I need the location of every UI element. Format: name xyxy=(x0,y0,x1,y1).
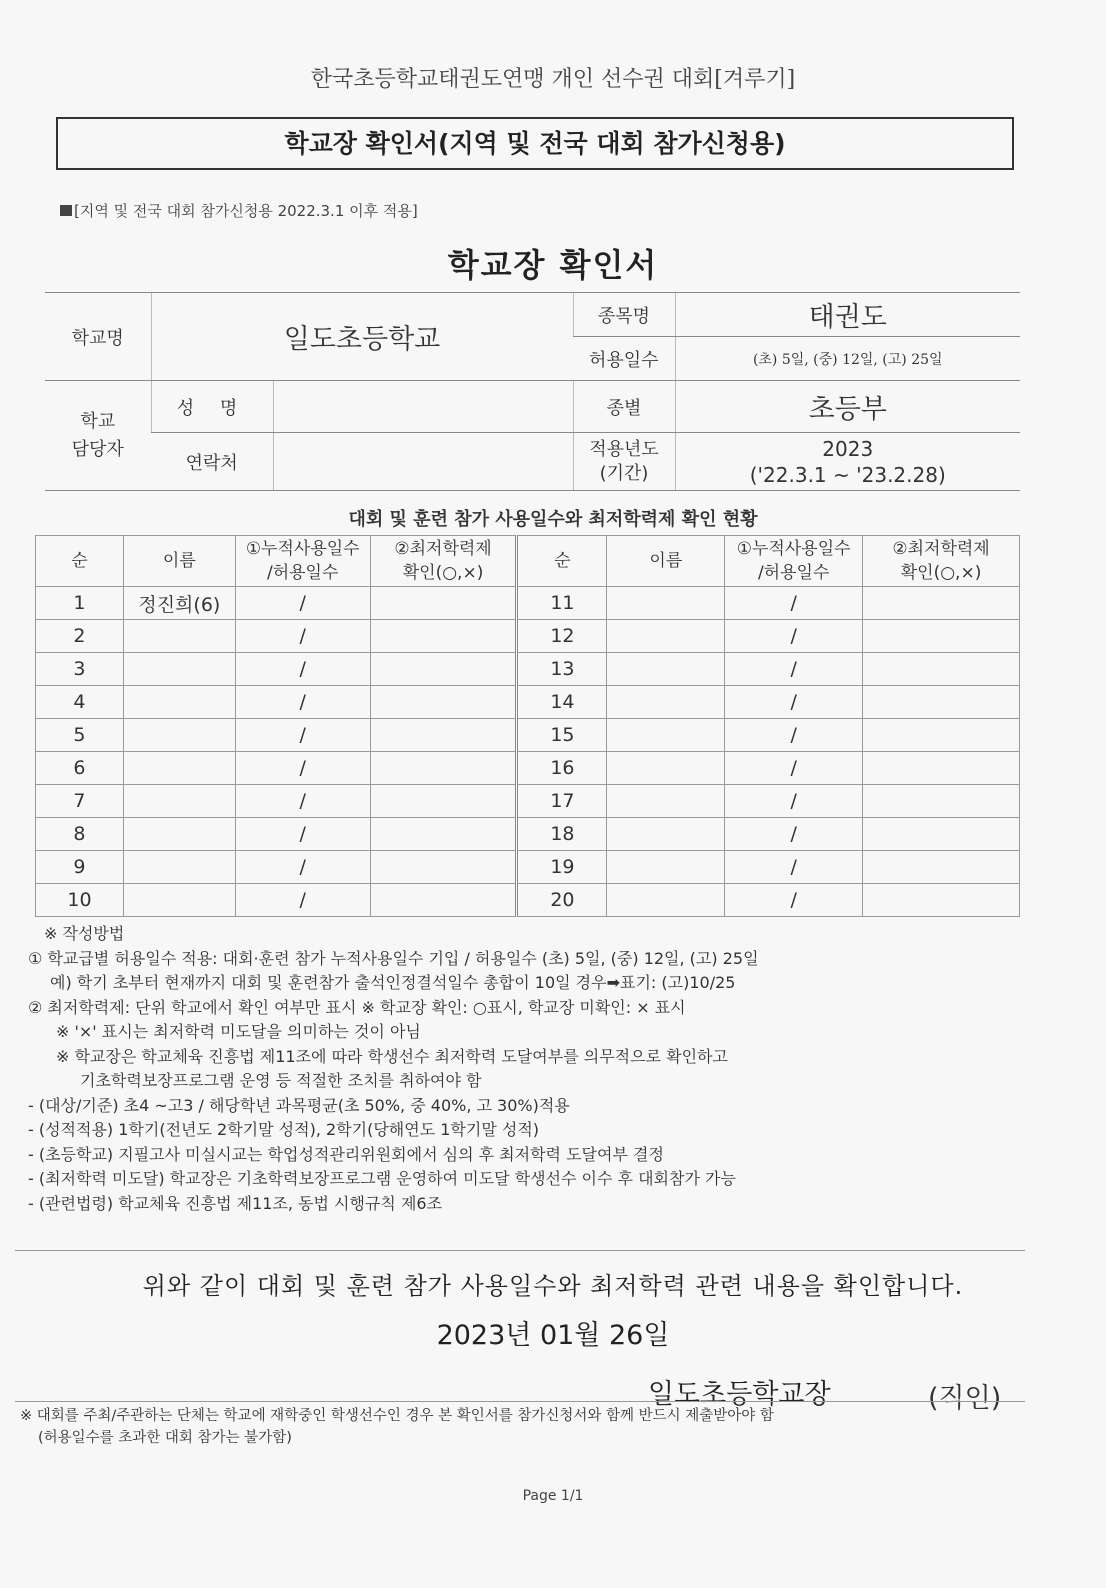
form-title-box: 학교장 확인서(지역 및 전국 대회 참가신청용) xyxy=(56,117,1014,170)
footnote-line-1: ※ 대회를 주최/주관하는 단체는 학교에 재학중인 학생선수인 경우 본 확인서를 참가신청서와 함께 반드시 제출받아야 함 xyxy=(20,1408,774,1424)
square-bullet-icon xyxy=(60,205,72,216)
year-cell xyxy=(675,433,1020,491)
instruction-line-6: 기초학력보장프로그램 운영 등 적절한 조치를 취하여야 함 xyxy=(80,1071,482,1090)
name-cell: 정진희(6) xyxy=(123,587,235,620)
check-cell xyxy=(863,587,1020,620)
check-cell xyxy=(370,587,517,620)
instruction-line-9: - (초등학교) 지필고사 미실시교는 학업성적관리위원회에서 심의 후 최저학력 도달여부 결정 xyxy=(28,1144,664,1164)
name-cell xyxy=(607,851,725,884)
instruction-line-11: - (관련법령) 학교체육 진흥법 제11조, 동법 시행규칙 제6조 xyxy=(28,1193,443,1213)
table-row xyxy=(36,587,1020,620)
competition-title: 한국초등학교태권도연맹 개인 선수권 대회[겨루기] xyxy=(310,67,796,92)
name-cell xyxy=(123,653,235,686)
name-cell xyxy=(123,818,235,851)
check-cell xyxy=(370,620,517,653)
section-title: 대회 및 훈련 참가 사용일수와 최저학력제 확인 현황 xyxy=(348,509,758,530)
no-cell: 9 xyxy=(36,851,124,884)
name-cell xyxy=(607,620,725,653)
no-cell: 13 xyxy=(517,653,607,686)
header-check-left: ②최저학력제 확인(○,×) xyxy=(370,536,517,587)
no-cell: 10 xyxy=(36,884,124,917)
no-cell: 7 xyxy=(36,785,124,818)
principal-name: 일도초등학교장 xyxy=(648,1379,831,1410)
instructions-heading: ※ 작성방법 xyxy=(44,924,125,943)
days-cell: / xyxy=(725,785,863,818)
days-cell: / xyxy=(235,884,370,917)
footnote xyxy=(20,1405,1030,1449)
check-cell xyxy=(370,785,517,818)
instruction-line-10: - (최저학력 미도달) 학교장은 기초학력보장프로그램 운영하여 미도달 학생선수 이수 후 대회참가 가능 xyxy=(28,1169,736,1188)
days-cell: / xyxy=(235,851,370,884)
no-cell: 20 xyxy=(517,884,607,917)
days-cell: / xyxy=(725,719,863,752)
days-cell: / xyxy=(235,752,370,785)
days-cell: / xyxy=(725,818,863,851)
days-cell: / xyxy=(235,785,370,818)
name-cell xyxy=(123,785,235,818)
name-cell xyxy=(123,851,235,884)
name-cell xyxy=(607,884,725,917)
contact-label: 연락처 xyxy=(151,433,273,491)
school-name-label: 학교명 xyxy=(45,293,151,381)
period-value: ('22.3.1 ~ '23.2.28) xyxy=(749,462,946,487)
no-cell: 11 xyxy=(517,587,607,620)
instruction-line-1: ① 학교급별 허용일수 적용: 대회·훈련 참가 누적사용일수 기입 / 허용일수 (초) 5일, (중) 12일, (고) 25일 xyxy=(28,948,759,968)
header-no-right: 순 xyxy=(517,536,607,587)
no-cell: 8 xyxy=(36,818,124,851)
table-row xyxy=(36,620,1020,653)
name-cell xyxy=(123,884,235,917)
applicability-note-text: [지역 및 전국 대회 참가신청용 2022.3.1 이후 적용] xyxy=(74,202,418,220)
check-cell xyxy=(863,785,1020,818)
division-label: 종별 xyxy=(573,381,675,433)
check-cell xyxy=(370,653,517,686)
header-no-left: 순 xyxy=(36,536,124,587)
confirmation-statement: 위와 같이 대회 및 훈련 참가 사용일수와 최저학력 관련 내용을 확인합니다. xyxy=(142,1272,964,1300)
days-cell: / xyxy=(725,851,863,884)
check-cell xyxy=(370,818,517,851)
no-cell: 1 xyxy=(36,587,124,620)
name-cell xyxy=(607,686,725,719)
participants-table xyxy=(35,535,1020,917)
table-row xyxy=(36,686,1020,719)
name-cell xyxy=(123,752,235,785)
header-days-left: ①누적사용일수 /허용일수 xyxy=(235,536,370,587)
table-row xyxy=(36,884,1020,917)
name-cell xyxy=(607,587,725,620)
no-cell: 4 xyxy=(36,686,124,719)
days-cell: / xyxy=(725,653,863,686)
no-cell: 16 xyxy=(517,752,607,785)
table-row xyxy=(36,719,1020,752)
no-cell: 19 xyxy=(517,851,607,884)
staff-name-value xyxy=(273,381,573,433)
name-cell xyxy=(607,653,725,686)
no-cell: 18 xyxy=(517,818,607,851)
school-name-value: 일도초등학교 xyxy=(151,293,573,381)
staff-label: 학교 담당자 xyxy=(45,381,151,491)
days-cell: / xyxy=(235,719,370,752)
year-value: 2023 xyxy=(822,436,874,461)
days-cell: / xyxy=(235,653,370,686)
days-cell: / xyxy=(235,620,370,653)
divider-line xyxy=(15,1250,1025,1251)
staff-name-label: 성 명 xyxy=(151,381,273,433)
days-cell: / xyxy=(725,752,863,785)
table-row xyxy=(36,818,1020,851)
applicability-note xyxy=(60,200,418,221)
check-cell xyxy=(863,686,1020,719)
days-cell: / xyxy=(725,686,863,719)
instruction-line-5: ※ 학교장은 학교체육 진흥법 제11조에 따라 학생선수 최저학력 도달여부를 의무적으로 확인하고 xyxy=(56,1046,728,1066)
check-cell xyxy=(370,884,517,917)
table-row xyxy=(36,653,1020,686)
check-cell xyxy=(370,686,517,719)
check-cell xyxy=(863,851,1020,884)
header-days-right: ①누적사용일수 /허용일수 xyxy=(725,536,863,587)
name-cell xyxy=(123,719,235,752)
event-value: 태권도 xyxy=(675,293,1020,337)
table-row xyxy=(36,851,1020,884)
school-info-table xyxy=(45,292,1020,491)
name-cell xyxy=(607,752,725,785)
days-cell: / xyxy=(235,587,370,620)
check-cell xyxy=(370,851,517,884)
header-name-right: 이름 xyxy=(607,536,725,587)
check-cell xyxy=(863,620,1020,653)
name-cell xyxy=(607,719,725,752)
no-cell: 2 xyxy=(36,620,124,653)
check-cell xyxy=(370,719,517,752)
instructions xyxy=(28,922,1028,1216)
no-cell: 15 xyxy=(517,719,607,752)
no-cell: 5 xyxy=(36,719,124,752)
table-row xyxy=(36,752,1020,785)
participants-table-body xyxy=(36,587,1020,917)
footnote-line-2: (허용일수를 초과한 대회 참가는 불가함) xyxy=(38,1430,292,1446)
check-cell xyxy=(863,884,1020,917)
name-cell xyxy=(123,686,235,719)
check-cell xyxy=(863,752,1020,785)
allowed-days-value: (초) 5일, (중) 12일, (고) 25일 xyxy=(675,337,1020,381)
days-cell: / xyxy=(725,884,863,917)
no-cell: 12 xyxy=(517,620,607,653)
header-check-right: ②최저학력제 확인(○,×) xyxy=(863,536,1020,587)
instruction-line-8: - (성적적용) 1학기(전년도 2학기말 성적), 2학기(당해연도 1학기말 성적) xyxy=(28,1120,540,1139)
instruction-line-3: ② 최저학력제: 단위 학교에서 확인 여부만 표시 ※ 학교장 확인: ○표시, 학교장 미확인: × 표시 xyxy=(28,997,686,1017)
contact-value xyxy=(273,433,573,491)
no-cell: 6 xyxy=(36,752,124,785)
instruction-line-7: - (대상/기준) 초4 ~고3 / 해당학년 과목평균(초 50%, 중 40%, 고 30%)적용 xyxy=(28,1095,570,1115)
check-cell xyxy=(370,752,517,785)
division-value: 초등부 xyxy=(675,381,1020,433)
instruction-line-2: 예) 학기 초부터 현재까지 대회 및 훈련참가 출석인정결석일수 총합이 10일 경우➡표기: (고)10/25 xyxy=(50,973,736,992)
main-title: 학교장 확인서 xyxy=(447,246,659,284)
check-cell xyxy=(863,719,1020,752)
official-seal-mark: (직인) xyxy=(928,1383,1002,1414)
days-cell: / xyxy=(235,686,370,719)
divider-line-footnote xyxy=(15,1401,1025,1402)
year-label: 적용년도 (기간) xyxy=(573,433,675,491)
name-cell xyxy=(607,818,725,851)
no-cell: 14 xyxy=(517,686,607,719)
no-cell: 17 xyxy=(517,785,607,818)
table-row xyxy=(36,785,1020,818)
days-cell: / xyxy=(235,818,370,851)
check-cell xyxy=(863,653,1020,686)
days-cell: / xyxy=(725,587,863,620)
no-cell: 3 xyxy=(36,653,124,686)
instruction-line-4: ※ '×' 표시는 최저학력 미도달을 의미하는 것이 아님 xyxy=(56,1022,421,1041)
event-label: 종목명 xyxy=(573,293,675,337)
name-cell xyxy=(607,785,725,818)
check-cell xyxy=(863,818,1020,851)
confirmation-date: 2023년 01월 26일 xyxy=(436,1320,670,1351)
allowed-days-label: 허용일수 xyxy=(573,337,675,381)
header-name-left: 이름 xyxy=(123,536,235,587)
days-cell: / xyxy=(725,620,863,653)
name-cell xyxy=(123,620,235,653)
page-number: Page 1/1 xyxy=(522,1488,584,1504)
